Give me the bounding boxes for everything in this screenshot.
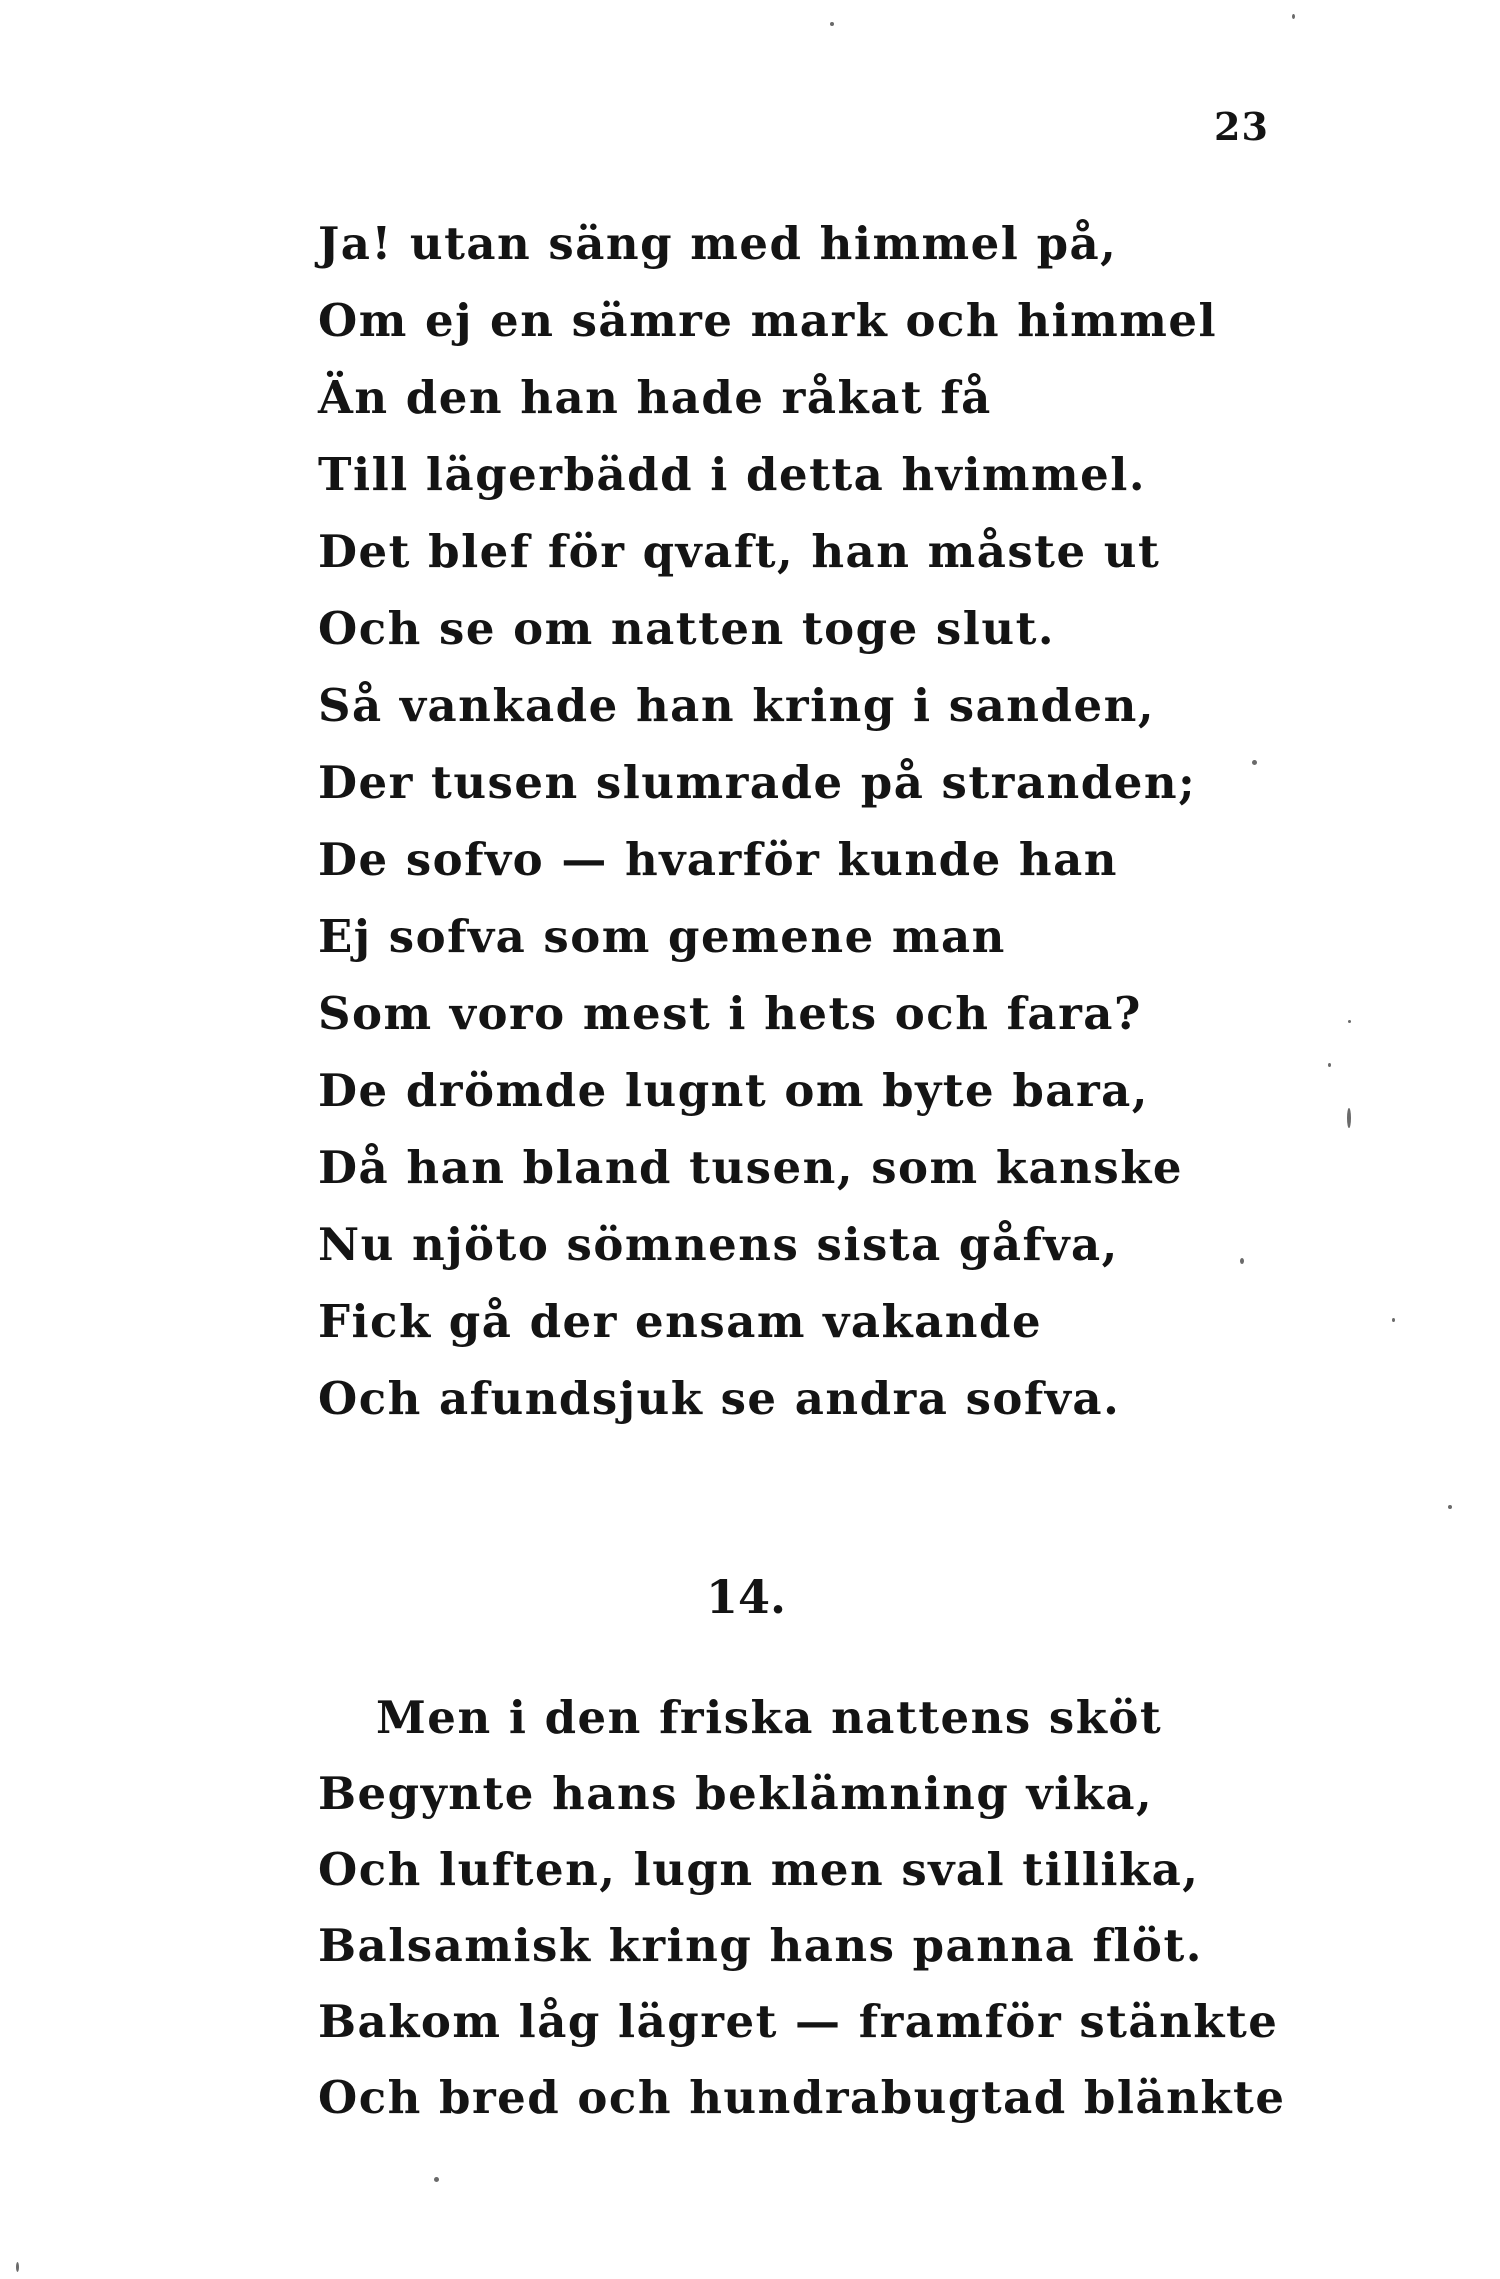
verse-line: De sofvo — hvarför kunde han bbox=[318, 833, 1118, 886]
verse-line: Till lägerbädd i detta hvimmel. bbox=[318, 448, 1147, 501]
verse-line: Det blef för qvaft, han måste ut bbox=[318, 525, 1161, 578]
scan-speck bbox=[1328, 1063, 1331, 1067]
scan-speck bbox=[1392, 1318, 1395, 1322]
verse-line: Nu njöto sömnens sista gåfva, bbox=[318, 1218, 1119, 1271]
verse-line: Ja! utan säng med himmel på, bbox=[318, 217, 1118, 270]
scan-speck bbox=[1240, 1258, 1244, 1264]
scan-speck bbox=[1348, 1020, 1351, 1023]
verse-line: Då han bland tusen, som kanske bbox=[318, 1141, 1184, 1194]
verse-line: Om ej en sämre mark och himmel bbox=[318, 294, 1218, 347]
verse-line: Och se om natten toge slut. bbox=[318, 602, 1056, 655]
verse-line: Ej sofva som gemene man bbox=[318, 910, 1006, 963]
scan-speck bbox=[16, 2262, 19, 2272]
page-number: 23 bbox=[1214, 104, 1269, 149]
verse-line: Så vankade han kring i sanden, bbox=[318, 679, 1155, 732]
verse-line: Som voro mest i hets och fara? bbox=[318, 987, 1142, 1040]
verse-line: Begynte hans beklämning vika, bbox=[318, 1767, 1154, 1820]
verse-line: Fick gå der ensam vakande bbox=[318, 1295, 1043, 1348]
section-number: 14. bbox=[706, 1570, 787, 1624]
verse-line: Balsamisk kring hans panna flöt. bbox=[318, 1919, 1203, 1972]
verse-line: Men i den friska nattens sköt bbox=[376, 1691, 1163, 1744]
verse-line: Och luften, lugn men sval tillika, bbox=[318, 1843, 1200, 1896]
verse-line: Bakom låg lägret — framför stänkte bbox=[318, 1995, 1279, 2048]
scan-speck bbox=[1448, 1505, 1452, 1509]
poem-stanza-one bbox=[318, 205, 1217, 1437]
verse-line: Och afundsjuk se andra sofva. bbox=[318, 1372, 1121, 1425]
verse-line: Än den han hade råkat få bbox=[318, 371, 992, 424]
verse-line: Der tusen slumrade på stranden; bbox=[318, 756, 1197, 809]
poem-stanza-two bbox=[318, 1680, 1285, 2136]
scan-speck bbox=[1292, 14, 1295, 19]
verse-line: De drömde lugnt om byte bara, bbox=[318, 1064, 1149, 1117]
scan-speck bbox=[434, 2177, 439, 2182]
scan-speck bbox=[1347, 1108, 1351, 1128]
scan-speck bbox=[1252, 760, 1257, 765]
scan-speck bbox=[830, 22, 834, 26]
verse-line: Och bred och hundrabugtad blänkte bbox=[318, 2071, 1286, 2124]
